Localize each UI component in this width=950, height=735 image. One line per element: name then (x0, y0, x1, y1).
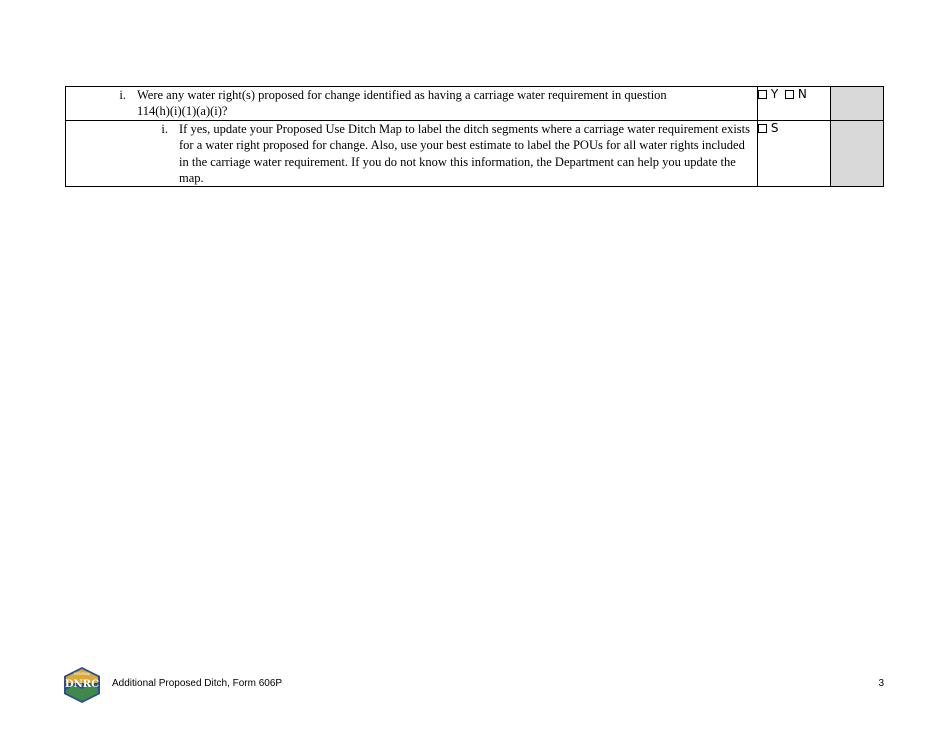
item-number: i. (161, 122, 168, 136)
question-cell (66, 87, 758, 121)
answer-options (758, 87, 831, 121)
checkbox-s-label: S (770, 121, 779, 135)
table-row (66, 87, 884, 121)
checklist-table (65, 86, 884, 187)
checkbox-no-label: N (797, 87, 807, 101)
checkbox-yes[interactable] (758, 90, 767, 99)
item-number: i. (119, 88, 126, 102)
shaded-cell (831, 121, 884, 187)
page-number: 3 (878, 678, 884, 689)
table-row (66, 121, 884, 187)
page-footer (62, 666, 884, 706)
svg-text:MONTANA: MONTANA (73, 672, 91, 676)
checkbox-s[interactable] (758, 124, 767, 133)
answer-options (758, 121, 831, 187)
checkbox-yes-label: Y (770, 87, 779, 101)
dnrc-logo (62, 666, 102, 704)
shaded-cell (831, 87, 884, 121)
question-text: Were any water right(s) proposed for change identified as having a carriage water requirement in question 114(h)(i)(1)(a)(i)? (137, 88, 667, 119)
svg-text:DNRC: DNRC (64, 679, 100, 690)
question-text: If yes, update your Proposed Use Ditch Map to label the ditch segments where a carriage water requirement exists for a water right proposed for change. Also, use your best estimate to label the POUs for all water rights included in the carriage water requirement. If you do not know this information, the Department can help you update the map. (179, 122, 750, 185)
form-name: Additional Proposed Ditch, Form 606P (112, 678, 283, 689)
question-cell (66, 121, 758, 187)
checkbox-no[interactable] (785, 90, 794, 99)
